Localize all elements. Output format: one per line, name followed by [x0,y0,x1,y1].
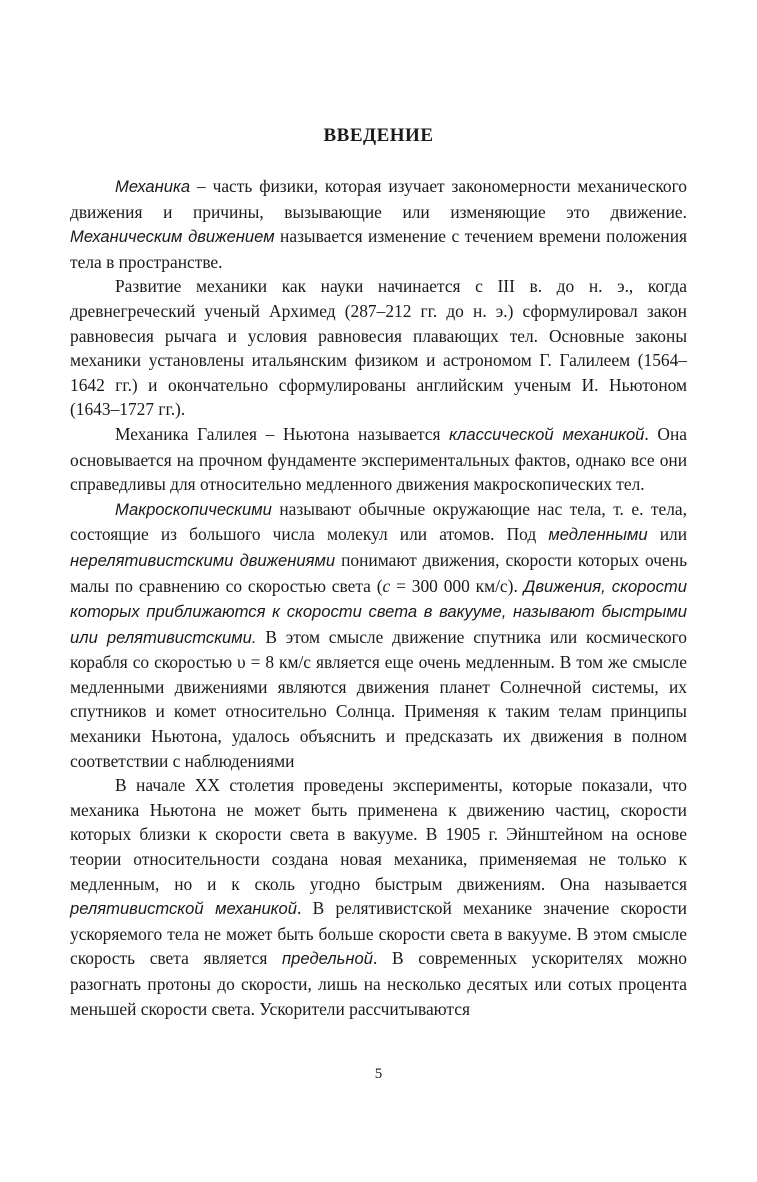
emphasized-term: предельной [282,949,373,969]
text-run: называется изменение с течением времени положения тела в пространстве. [70,226,688,272]
emphasized-term: медленными [548,525,648,545]
emphasized-term: Механика [115,177,191,196]
emphasized-term: классической механикой [449,424,645,444]
text-run: = 300 000 км/с). [390,575,524,596]
text-body [70,174,687,1021]
paragraph [70,773,687,1021]
text-run: понимают движения, скорости которых очень малы по сравнению со скоростью света ( [70,549,688,596]
text-run: – часть физики, которая изучает закономерности механического движения и причины, вызывающие или изменяющие это движение. [70,176,687,222]
text-run: называют обычные окружающие нас тела, т. е. тела, состоящие из большого числа молекул или атомов. Под [70,498,687,545]
paragraph [70,174,687,274]
text-run: Развитие механики как науки начинается с III в. до н. э., когда древнегреческий ученый Архимед (287–212 гг. до н. э.) сформулировал закон равновесия рычага и условия равновесия плавающих тел. Основные законы механики установлены итальянским физиком и астрономом Г. Галилеем (1564–1642 гг.) и окончательно сформулированы английским ученым И. Ньютоном (1643–1727 гг.). [70,276,687,420]
page-title: ВВЕДЕНИЕ [323,125,434,146]
emphasized-term: Макроскопическими [115,499,272,519]
emphasized-term: Механическим движением [70,227,275,247]
text-run: . В релятивистской механике значение скорости ускоряемого тела не может быть больше скорости света в вакууме. В этом смысле скорость света является [70,898,687,969]
text-run: или [647,524,687,545]
emphasized-term: Движения, скорости которых приближаются к скорости света в вакууме, называют быстрыми или релятивистскими. [70,576,687,647]
text-run: . В современных ускорителях можно разогнать протоны до скорости, лишь на несколько десятых или сотых процента меньшей скорости света. Ускорители рассчитываются [70,948,687,1019]
variable-symbol: c [382,575,391,596]
page-body [70,124,687,1021]
paragraph [70,422,687,497]
paragraph [70,497,687,774]
page-number: 5 [374,1066,383,1082]
text-run: Механика Галилея – Ньютона называется [115,423,450,444]
paragraph [70,274,687,422]
emphasized-term: нерелятивистскими движениями [70,550,336,570]
emphasized-term: релятивистской механикой [70,899,297,919]
text-run: . Она основывается на прочном фундаменте экспериментальных фактов, однако все они справедливы для относительно медленного движения макроскопических тел. [70,423,687,495]
text-run: В этом смысле движение спутника или космического корабля со скоростью υ = 8 км/с является еще очень медленным. В том же смысле медленными движениями являются движения планет Солнечной системы, их спутников и комет относительно Солнца. Применяя к таким телам принципы механики Ньютона, удалось объяснить и предсказать их движения в полном соответствии с наблюдениями [70,626,687,771]
text-run: В начале XX столетия проведены эксперименты, которые показали, что механика Ньютона не может быть применена к движению частиц, скорости которых близки к скорости света в вакууме. В 1905 г. Эйнштейном на основе теории относительности создана новая механика, применяемая не только к медленным, но и к сколь угодно быстрым движениям. Она называется [70,775,687,894]
